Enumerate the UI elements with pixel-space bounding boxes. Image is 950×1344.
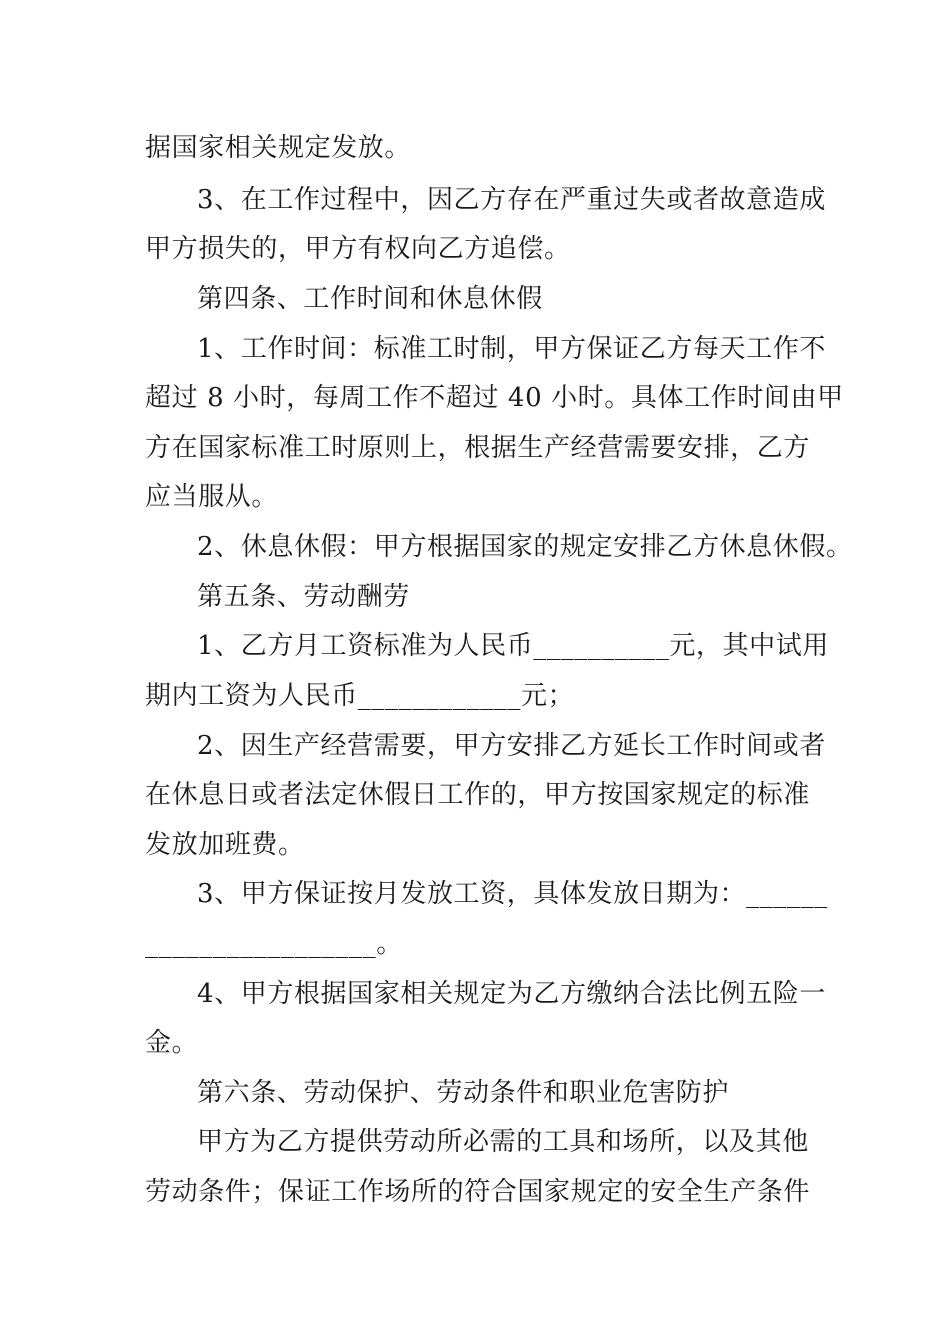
line-14: 在休息日或者法定休假日工作的，甲方按国家规定的标准 — [145, 780, 811, 810]
line-12: 期内工资为人民币____________元； — [145, 681, 575, 711]
line-4: 第四条、工作时间和休息休假 — [197, 284, 543, 314]
text-line — [145, 771, 811, 821]
paragraph — [145, 622, 857, 672]
section-heading — [145, 1069, 857, 1119]
paragraph — [145, 325, 857, 375]
line-20: 第六条、劳动保护、劳动条件和职业危害防护 — [197, 1078, 730, 1108]
paragraph — [145, 176, 857, 226]
section-heading — [145, 275, 857, 325]
line-13: 2、因生产经营需要，甲方安排乙方延长工作时间或者 — [197, 731, 826, 761]
text-line — [145, 374, 844, 424]
line-7: 方在国家标准工时原则上，根据生产经营需要安排，乙方 — [145, 433, 811, 463]
paragraph — [145, 523, 857, 573]
line-10: 第五条、劳动酬劳 — [197, 582, 410, 612]
paragraph — [145, 1118, 857, 1168]
line-17: _________________。 — [145, 929, 403, 959]
line-5: 1、工作时间：标准工时制，甲方保证乙方每天工作不 — [197, 334, 826, 364]
line-11: 1、乙方月工资标准为人民币__________元，其中试用 — [197, 631, 829, 661]
paragraph — [145, 970, 857, 1020]
text-line — [145, 1168, 811, 1218]
paragraph — [145, 722, 857, 772]
line-16: 3、甲方保证按月发放工资，具体发放日期为：______ — [197, 879, 828, 909]
line-6: 超过 8 小时，每周工作不超过 40 小时。具体工作时间由甲 — [145, 383, 844, 413]
line-9: 2、休息休假：甲方根据国家的规定安排乙方休息休假。 — [197, 532, 853, 562]
text-line — [145, 672, 805, 722]
paragraph — [145, 870, 857, 920]
line-2: 3、在工作过程中，因乙方存在严重过失或者故意造成 — [197, 185, 826, 215]
line-19: 金。 — [145, 1028, 199, 1058]
line-15: 发放加班费。 — [145, 830, 305, 860]
text-line — [145, 225, 805, 275]
text-line — [145, 920, 805, 970]
text-line — [145, 473, 805, 523]
line-18: 4、甲方根据国家相关规定为乙方缴纳合法比例五险一 — [197, 979, 826, 1009]
text-line — [145, 424, 811, 474]
line-8: 应当服从。 — [145, 482, 279, 512]
text-line — [145, 124, 805, 174]
line-22: 劳动条件；保证工作场所的符合国家规定的安全生产条件 — [145, 1177, 811, 1207]
section-heading — [145, 573, 857, 623]
line-1: 据国家相关规定发放。 — [145, 133, 412, 163]
line-21: 甲方为乙方提供劳动所必需的工具和场所，以及其他 — [197, 1127, 809, 1157]
line-3: 甲方损失的，甲方有权向乙方追偿。 — [145, 234, 571, 264]
text-line — [145, 1019, 805, 1069]
text-line — [145, 821, 805, 871]
